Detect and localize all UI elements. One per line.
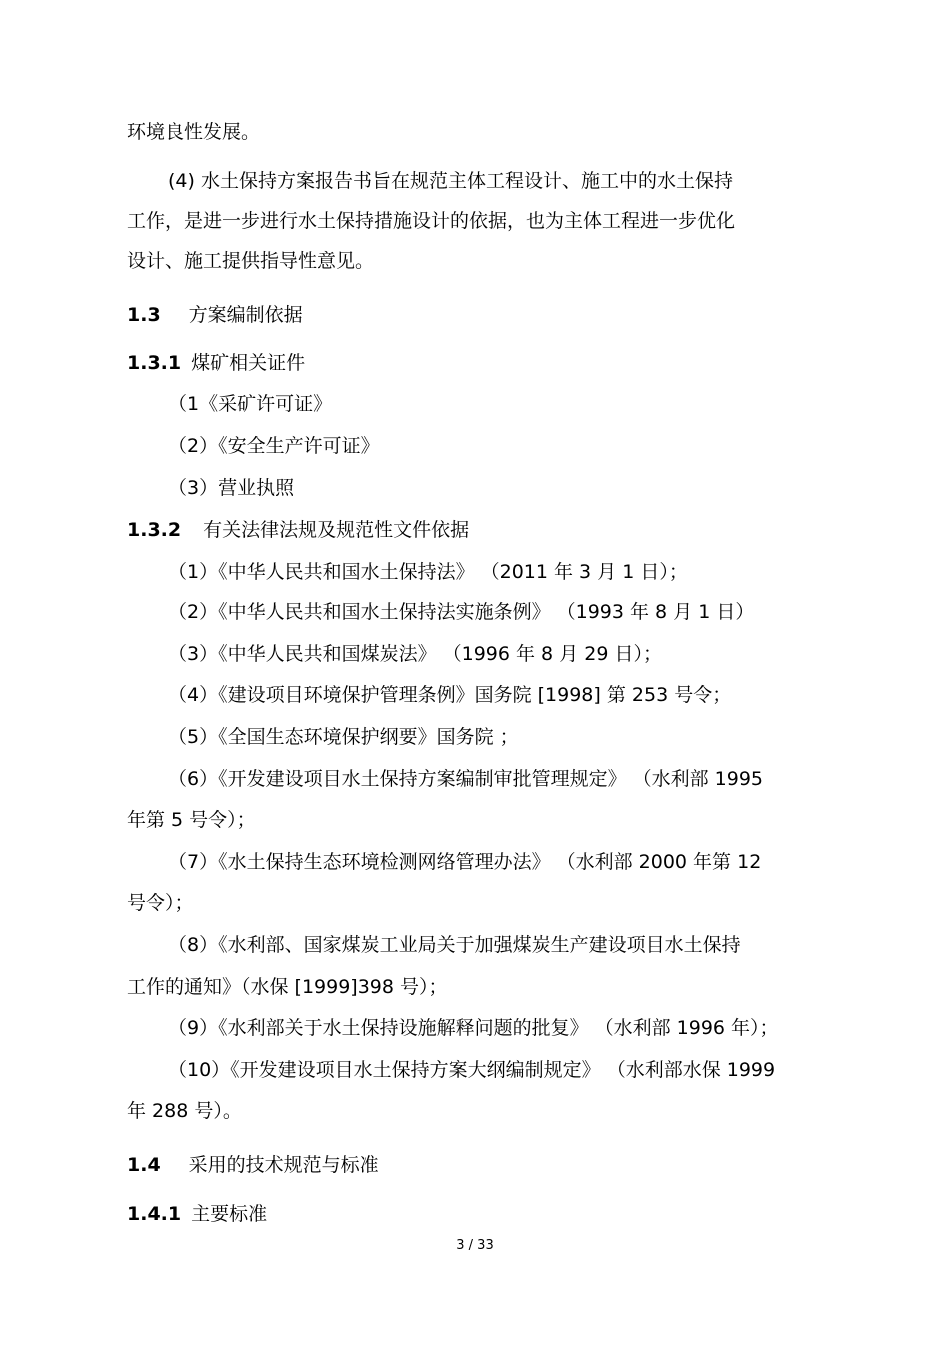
list-item: （1）《中华人民共和国水土保持法》 （2011 年 3 月 1 日）； (168, 561, 688, 583)
list-item-continuation: 号令）； (127, 892, 194, 914)
section-heading-1-4-1 (127, 1201, 267, 1227)
section-heading-1-4 (127, 1152, 379, 1178)
list-item: （10）《开发建设项目水土保持方案大纲编制规定》 （水利部水保 1999 (168, 1059, 776, 1081)
list-item: （9）《水利部关于水土保持设施解释问题的批复》 （水利部 1996 年）； (168, 1017, 779, 1039)
section-title: 采用的技术规范与标准 (188, 1154, 379, 1176)
paragraph-item-4-line-3: 设计、施工提供指导性意见。 (127, 250, 375, 272)
list-item: （8）《水利部、国家煤炭工业局关于加强煤炭生产建设项目水土保持 (168, 934, 741, 956)
section-title: 煤矿相关证件 (191, 352, 306, 374)
list-item: （2）《中华人民共和国水土保持法实施条例》 （1993 年 8 月 1 日） (168, 601, 755, 623)
page-number: 3 / 33 (456, 1238, 494, 1253)
list-item: （7）《水土保持生态环境检测网络管理办法》 （水利部 2000 年第 12 (168, 851, 762, 873)
section-title: 方案编制依据 (188, 304, 303, 326)
list-item: （5）《全国生态环境保护纲要》国务院 ； (168, 726, 519, 748)
section-number: 1.4.1 (127, 1203, 182, 1225)
section-number: 1.4 (127, 1154, 161, 1176)
list-item-continuation: 年第 5 号令）； (127, 809, 256, 831)
section-heading-1-3 (127, 302, 303, 328)
list-item: （3）营业执照 (168, 477, 295, 499)
section-title: 主要标准 (191, 1203, 268, 1225)
section-number: 1.3 (127, 304, 161, 326)
list-item: （3）《中华人民共和国煤炭法》 （1996 年 8 月 29 日）； (168, 643, 662, 665)
section-heading-1-3-2 (127, 517, 469, 543)
section-heading-1-3-1 (127, 350, 305, 376)
section-number: 1.3.2 (127, 519, 182, 541)
list-item: （6）《开发建设项目水土保持方案编制审批管理规定》 （水利部 1995 (168, 768, 764, 790)
paragraph-item-4-line-1: (4) 水土保持方案报告书旨在规范主体工程设计、施工中的水土保持 (168, 170, 733, 192)
section-number: 1.3.1 (127, 352, 182, 374)
list-item: （2）《安全生产许可证》 (168, 435, 380, 457)
paragraph-continuation: 环境良性发展。 (127, 121, 261, 143)
section-title: 有关法律法规及规范性文件依据 (203, 519, 470, 541)
list-item: （4）《建设项目环境保护管理条例》国务院 [1998] 第 253 号令； (168, 684, 732, 706)
paragraph-item-4-line-2: 工作，是进一步进行水土保持措施设计的依据，也为主体工程进一步优化 (127, 210, 736, 232)
list-item-continuation: 工作的通知》（水保 [1999]398 号）； (127, 976, 448, 998)
list-item: （1《采矿许可证》 (168, 393, 333, 415)
list-item-continuation: 年 288 号）。 (127, 1100, 242, 1122)
